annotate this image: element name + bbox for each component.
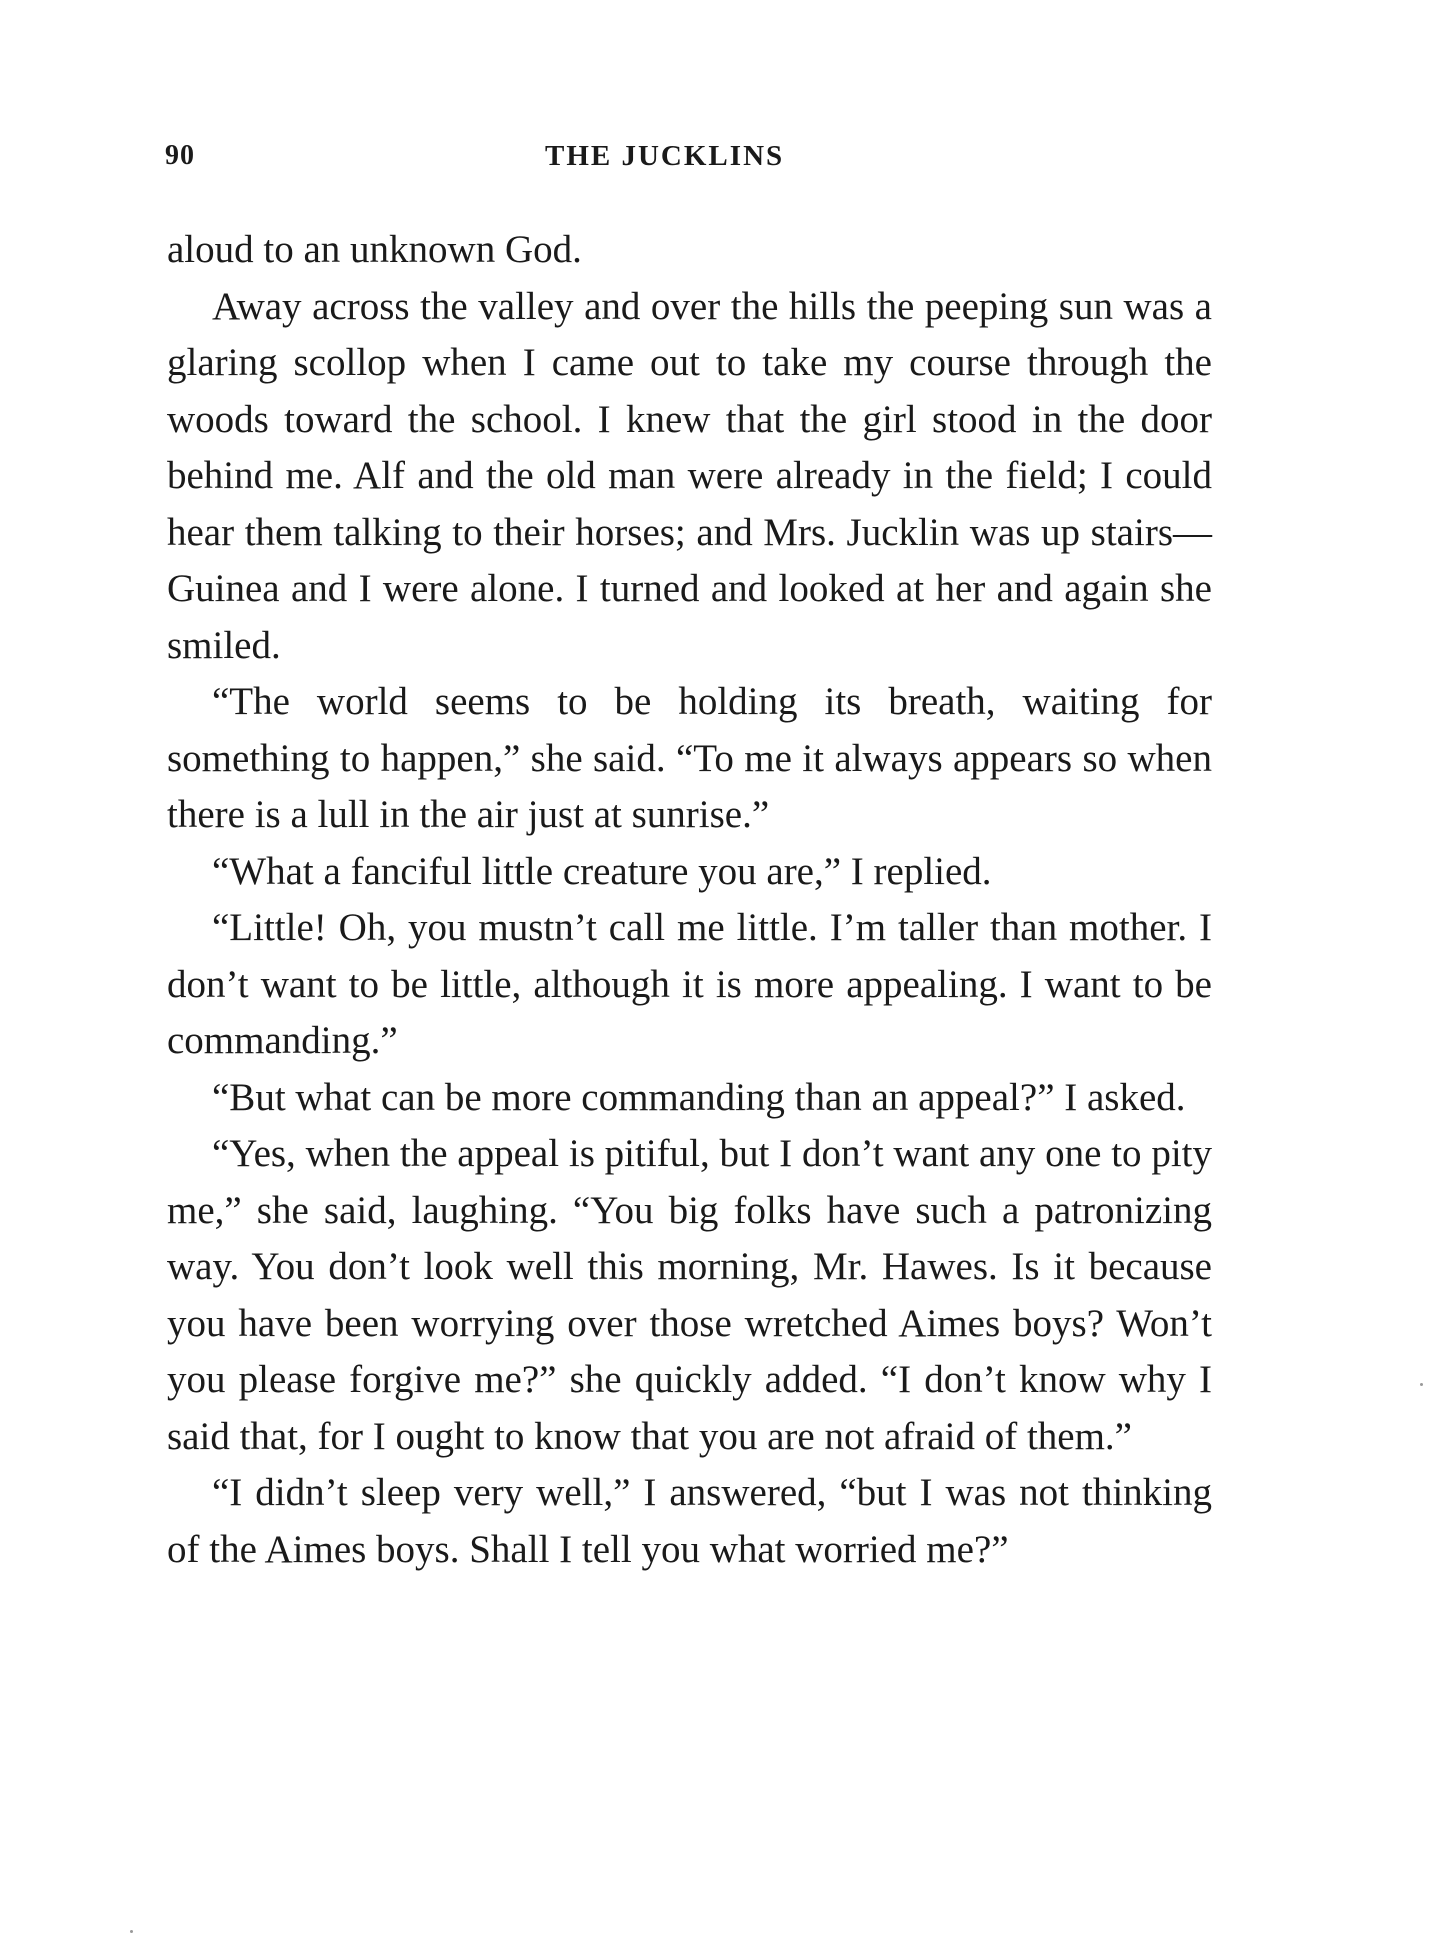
body-text xyxy=(167,222,1212,1578)
paragraph: “What a fanciful little creature you are,” I replied. xyxy=(212,849,992,893)
paragraph: Away across the valley and over the hills the peeping sun was a glaring scollop when I came out to take my course through the woods toward the school. I knew that the girl stood in the door behind me. Alf and the old man were already in the field; I could hear them talking to their horses; and Mrs. Jucklin was up stairs— Guinea and I were alone. I turned and looked at her and again she smiled. xyxy=(167,284,1212,667)
running-title: THE JUCKLINS xyxy=(545,140,785,172)
scan-speck xyxy=(130,1930,133,1933)
running-head xyxy=(165,140,1205,180)
paragraph: “I didn’t sleep very well,” I answered, “but I was not thinking of the Aimes boys. Shall I tell you what worried me?” xyxy=(167,1471,1212,1571)
paragraph: “Yes, when the appeal is pitiful, but I don’t want any one to pity me,” she said, laughing. “You big folks have such a patronizing way. You don’t look well this morning, Mr. Hawes. Is it because you have been worrying over those wretched Aimes boys? Won’t you please forgive me?” she quickly added. “I don’t know why I said that, for I ought to know that you are not afraid of them.” xyxy=(167,1132,1212,1458)
paragraph-continuation: aloud to an unknown God. xyxy=(167,228,582,271)
paragraph: “Little! Oh, you mustn’t call me little. I’m taller than mother. I don’t want to be little, although it is more appealing. I want to be commanding.” xyxy=(167,906,1212,1062)
paragraph: “The world seems to be holding its breath, waiting for something to happen,” she said. “To me it always appears so when there is a lull in the air just at sunrise.” xyxy=(167,680,1212,836)
paragraph: “But what can be more commanding than an appeal?” I asked. xyxy=(212,1075,1186,1119)
page-number: 90 xyxy=(165,140,195,171)
scan-speck xyxy=(1420,1383,1423,1386)
